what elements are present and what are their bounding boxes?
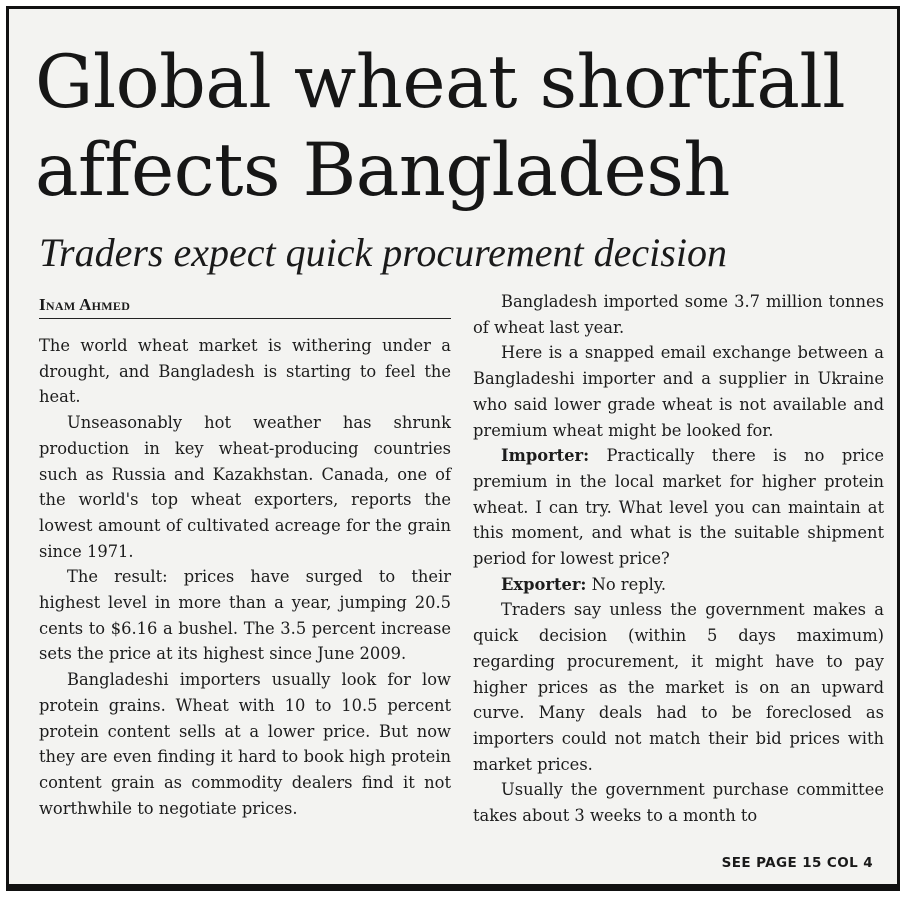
paragraph: The result: prices have surged to their highest level in more than a year, jumping 20.5 cents to $6.16 a bushel. The 3.5 percent increase sets the price at its highest since June 2009.	[39, 567, 451, 664]
paragraph: The world wheat market is withering under a drought, and Bangladesh is starting to feel the heat.	[39, 336, 451, 407]
exporter-paragraph	[473, 572, 884, 598]
paragraph: Here is a snapped email exchange between a Bangladeshi importer and a supplier in Ukraine who said lower grade wheat is not available and premium wheat might be looked for.	[473, 343, 884, 440]
paragraph: Traders say unless the government makes a quick decision (within 5 days maximum) regarding procurement, it might have to pay higher prices as the market is on an upward curve. Many deals had to be foreclosed as importers could not match their bid prices with market prices.	[473, 600, 884, 774]
paragraph: Bangladesh imported some 3.7 million tonnes of wheat last year.	[473, 292, 884, 337]
byline-rule	[39, 318, 451, 319]
headline	[35, 39, 845, 215]
paragraph: Usually the government purchase committee takes about 3 weeks to a month to	[473, 780, 884, 826]
importer-text: Practically there is no price premium in the local market for higher protein wheat. I can try. What level you can maintain at this moment, and what is the suitable shipment period for lowest price?	[473, 446, 884, 569]
importer-label: Importer:	[501, 446, 590, 466]
byline: Inam Ahmed	[39, 295, 131, 314]
news-clipping	[6, 6, 900, 891]
exporter-text: No reply.	[586, 574, 667, 594]
exporter-label: Exporter:	[501, 574, 587, 594]
subheadline: Traders expect quick procurement decision	[39, 230, 727, 275]
headline-line-1: Global wheat shortfall	[35, 40, 846, 125]
jump-line: SEE PAGE 15 COL 4	[721, 855, 873, 871]
article-column-1	[39, 333, 451, 821]
paragraph: Bangladeshi importers usually look for low protein grains. Wheat with 10 to 10.5 percent protein content sells at a lower price. But now they are even finding it hard to book high protein content grain as commodity dealers find it not worthwhile to negotiate prices.	[39, 670, 451, 818]
importer-paragraph	[473, 443, 884, 572]
article-column-2	[473, 289, 884, 829]
paragraph: Unseasonably hot weather has shrunk production in key wheat-producing countries such as Russia and Kazakhstan. Canada, one of the world's top wheat exporters, reports the lowest amount of cultivated acreage for the grain since 1971.	[39, 413, 451, 561]
headline-line-2: affects Bangladesh	[35, 128, 730, 213]
